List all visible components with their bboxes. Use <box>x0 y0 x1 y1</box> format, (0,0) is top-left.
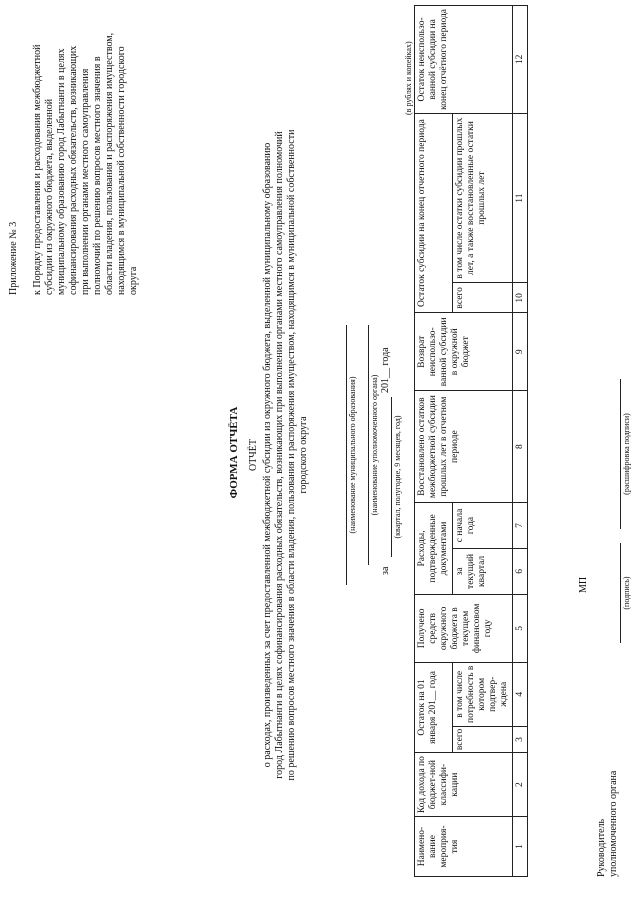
decode-caption: (расшифровка подписи) <box>622 413 631 495</box>
header-cell: Наимено-вание мероприя-тия <box>415 817 513 877</box>
column-number: 4 <box>513 662 528 726</box>
column-number: 12 <box>513 6 528 114</box>
appendix-line: округа <box>128 266 139 295</box>
period-year: 201__ года <box>380 347 391 393</box>
header-cell: Код дохода по бюджет-ной классифи-кации <box>415 753 513 817</box>
appendix-line: полномочий по решению вопросов местного значения в <box>92 56 103 295</box>
column-number: 7 <box>513 503 528 549</box>
sign-caption: (подпись) <box>622 576 631 610</box>
signature-head: Руководитель <box>596 818 607 877</box>
appendix-title: Приложение № 3 <box>8 221 19 295</box>
decode-line <box>608 379 621 529</box>
column-number: 6 <box>513 548 528 594</box>
header-cell: Остаток субсидии на конец отчетного периода <box>415 113 453 313</box>
header-cell: Остаток на 01 января 201__ года <box>415 662 453 752</box>
report-table <box>414 5 528 877</box>
header-cell: всего <box>453 283 513 313</box>
report-title: ОТЧЁТ <box>248 438 259 472</box>
header-cell: всего <box>453 726 513 752</box>
appendix-line: при выполнении органами местного самоуправления <box>80 68 91 295</box>
table-header-row <box>415 6 453 877</box>
appendix-line: области владения, пользования и распоряжения имуществом, <box>104 32 115 295</box>
column-number: 3 <box>513 726 528 752</box>
report-line: город Лабытнанги в целях софинансирования расходных обязательств, возникающих при выполнении органами местного самоуправления полномочий <box>274 131 285 779</box>
header-cell: в том числе потребность в котором подтвер-ждена <box>453 662 513 726</box>
form-title: ФОРМА ОТЧЁТА <box>228 406 240 499</box>
header-cell: Возврат неиспользо-ванной субсидии в окружной бюджет <box>415 313 513 391</box>
municipality-line <box>336 325 347 585</box>
header-cell: в том числе остатки субсидии прошлых лет, а также восстановленные остатки прошлых лет <box>453 113 513 283</box>
appendix-line: муниципальному образованию город Лабытнанги в целях <box>56 48 67 295</box>
header-cell: Восстановлено остатков межбюджетной субсидии прошлых лет в отчетном периоде <box>415 391 513 503</box>
report-line: по решению вопросов местного значения в области владения, пользования и распоряжения имуществом, находящимся в муниципальной собственности <box>286 129 297 781</box>
table-number-row <box>513 6 528 877</box>
period-caption: (квартал, полугодие, 9 месяцев, год) <box>393 415 402 539</box>
body-line <box>358 325 369 565</box>
appendix-line: находящимся в муниципальной собственности городского <box>116 46 127 295</box>
column-number: 1 <box>513 817 528 877</box>
column-number: 5 <box>513 594 528 662</box>
body-caption: (наименование уполномоченного органа) <box>370 374 379 516</box>
header-cell: с начала года <box>453 503 513 549</box>
header-cell: Расходы, подтвержденные документами <box>415 503 453 595</box>
header-cell: Остаток неиспользо-ванной субсидии на конец отчётного периода <box>415 6 513 114</box>
period-line <box>380 397 392 557</box>
column-number: 2 <box>513 753 528 817</box>
appendix-line: к Порядку предоставления и расходования межбюджетной <box>32 44 43 295</box>
header-cell: Получено средств окружного бюджета в текущем финансовом году <box>415 594 513 662</box>
appendix-line: софинансирования расходных обязательств, возникающих <box>68 45 79 295</box>
column-number: 10 <box>513 283 528 313</box>
signature-line <box>608 543 621 643</box>
column-number: 11 <box>513 113 528 283</box>
units-label: (в рублях и копейках) <box>404 41 413 115</box>
appendix-line: субсидии из окружного бюджета, выделенной <box>44 98 55 295</box>
header-cell: за текущий квартал <box>453 548 513 594</box>
appendix-block <box>8 5 140 295</box>
column-number: 9 <box>513 313 528 391</box>
municipality-caption: (наименование муниципального образования) <box>348 376 357 534</box>
report-block <box>248 65 310 845</box>
report-line: городского округа <box>298 416 309 494</box>
signature-body: уполномоченного органа <box>608 770 619 877</box>
report-line: о расходах, произведенных за счет предоставленной межбюджетной субсидии из окружного бюджета, выделенной муниципальному образованию <box>262 142 273 768</box>
stamp-label: МП <box>578 576 589 593</box>
period-prefix: за <box>380 566 391 575</box>
column-number: 8 <box>513 391 528 503</box>
